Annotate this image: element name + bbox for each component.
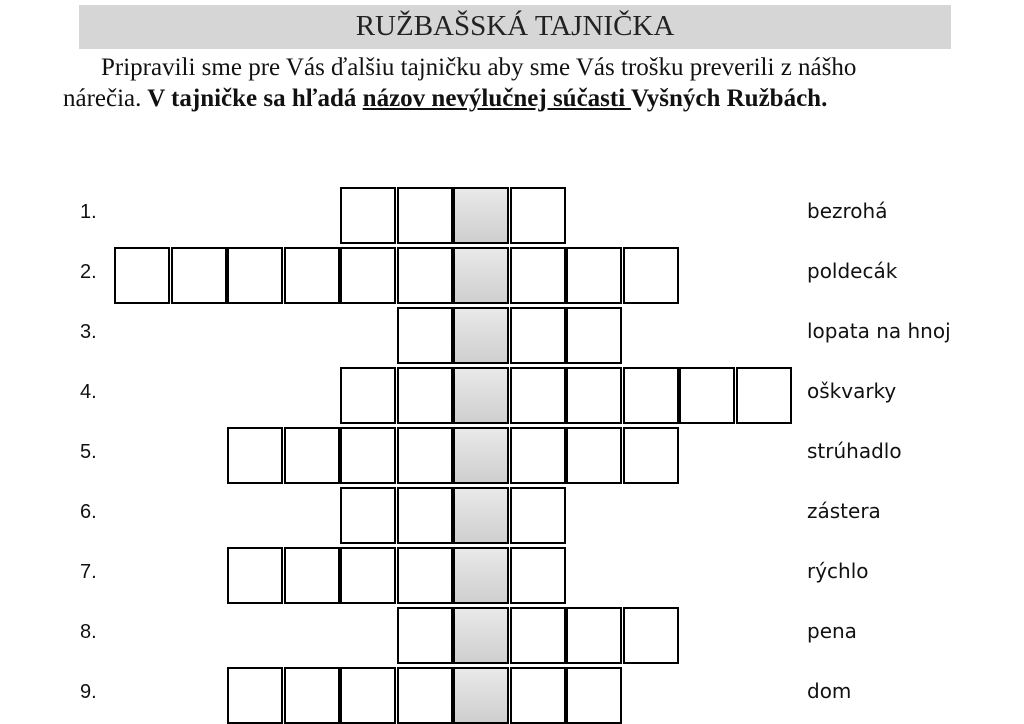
crossword-cell[interactable] bbox=[340, 187, 396, 244]
clue-text: rýchlo bbox=[807, 559, 869, 583]
clue-text: lopata na hnoj bbox=[807, 319, 951, 343]
secret-cell[interactable] bbox=[453, 187, 509, 244]
secret-cell[interactable] bbox=[453, 487, 509, 544]
crossword-cell[interactable] bbox=[227, 247, 283, 304]
row-number: 7. bbox=[80, 561, 97, 583]
row-number: 8. bbox=[80, 621, 97, 643]
crossword-cell[interactable] bbox=[510, 607, 566, 664]
crossword-cell[interactable] bbox=[510, 367, 566, 424]
crossword-cell[interactable] bbox=[510, 667, 566, 724]
crossword-cell[interactable] bbox=[736, 367, 792, 424]
page-title: RUŽBAŠSKÁ TAJNIČKA bbox=[355, 10, 675, 42]
crossword-cell[interactable] bbox=[510, 547, 566, 604]
crossword-cell[interactable] bbox=[623, 427, 679, 484]
crossword-cell[interactable] bbox=[566, 607, 622, 664]
secret-cell[interactable] bbox=[453, 427, 509, 484]
intro-bold-place: Vyšných Ružbách. bbox=[630, 85, 828, 112]
secret-cell[interactable] bbox=[453, 367, 509, 424]
crossword-cell[interactable] bbox=[171, 247, 227, 304]
row-number: 1. bbox=[80, 201, 97, 223]
crossword-cell[interactable] bbox=[397, 427, 453, 484]
crossword-cell[interactable] bbox=[397, 487, 453, 544]
intro-underlined-text: názov nevýlučnej súčasti bbox=[362, 85, 631, 112]
crossword-cell[interactable] bbox=[340, 367, 396, 424]
clue-text: pena bbox=[807, 619, 857, 643]
crossword-cell[interactable] bbox=[340, 247, 396, 304]
row-number: 6. bbox=[80, 501, 97, 523]
clue-text: strúhadlo bbox=[807, 439, 902, 463]
crossword-cell[interactable] bbox=[510, 307, 566, 364]
crossword-cell[interactable] bbox=[397, 307, 453, 364]
crossword-cell[interactable] bbox=[227, 547, 283, 604]
secret-cell[interactable] bbox=[453, 547, 509, 604]
intro-line-2 bbox=[63, 85, 1023, 113]
crossword-cell[interactable] bbox=[566, 667, 622, 724]
row-number: 5. bbox=[80, 441, 97, 463]
crossword-cell[interactable] bbox=[397, 247, 453, 304]
crossword-cell[interactable] bbox=[397, 547, 453, 604]
crossword-cell[interactable] bbox=[623, 367, 679, 424]
secret-cell[interactable] bbox=[453, 607, 509, 664]
secret-cell[interactable] bbox=[453, 307, 509, 364]
crossword-cell[interactable] bbox=[284, 667, 340, 724]
crossword-cell[interactable] bbox=[114, 247, 170, 304]
intro-bold-text: V tajničke sa hľadá bbox=[141, 85, 363, 112]
crossword-cell[interactable] bbox=[623, 247, 679, 304]
clue-text: bezrohá bbox=[807, 199, 888, 223]
row-number: 4. bbox=[80, 381, 97, 403]
row-number: 3. bbox=[80, 321, 97, 343]
secret-cell[interactable] bbox=[453, 667, 509, 724]
crossword-cell[interactable] bbox=[227, 667, 283, 724]
crossword-cell[interactable] bbox=[397, 607, 453, 664]
crossword-cell[interactable] bbox=[397, 367, 453, 424]
crossword-cell[interactable] bbox=[623, 607, 679, 664]
crossword-cell[interactable] bbox=[340, 667, 396, 724]
intro-line-1: Pripravili sme pre Vás ďalšiu tajničku aby sme Vás trošku preverili z nášho bbox=[101, 54, 857, 81]
crossword-cell[interactable] bbox=[566, 307, 622, 364]
clue-text: oškvarky bbox=[807, 379, 897, 403]
crossword-cell[interactable] bbox=[227, 427, 283, 484]
crossword-cell[interactable] bbox=[284, 427, 340, 484]
crossword-cell[interactable] bbox=[566, 367, 622, 424]
crossword-cell[interactable] bbox=[510, 247, 566, 304]
intro-text: nárečia. bbox=[63, 85, 142, 112]
crossword-cell[interactable] bbox=[284, 547, 340, 604]
clue-text: dom bbox=[807, 679, 852, 703]
row-number: 9. bbox=[80, 681, 97, 703]
clue-text: zástera bbox=[807, 499, 881, 523]
crossword-cell[interactable] bbox=[340, 487, 396, 544]
crossword-cell[interactable] bbox=[340, 427, 396, 484]
crossword-cell[interactable] bbox=[566, 427, 622, 484]
crossword-cell[interactable] bbox=[679, 367, 735, 424]
crossword-cell[interactable] bbox=[566, 247, 622, 304]
crossword-cell[interactable] bbox=[510, 487, 566, 544]
crossword-cell[interactable] bbox=[340, 547, 396, 604]
crossword-cell[interactable] bbox=[397, 667, 453, 724]
crossword-cell[interactable] bbox=[510, 187, 566, 244]
row-number: 2. bbox=[80, 261, 97, 283]
crossword-cell[interactable] bbox=[510, 427, 566, 484]
clue-text: poldecák bbox=[807, 259, 898, 283]
crossword-cell[interactable] bbox=[284, 247, 340, 304]
crossword-cell[interactable] bbox=[397, 187, 453, 244]
secret-cell[interactable] bbox=[453, 247, 509, 304]
